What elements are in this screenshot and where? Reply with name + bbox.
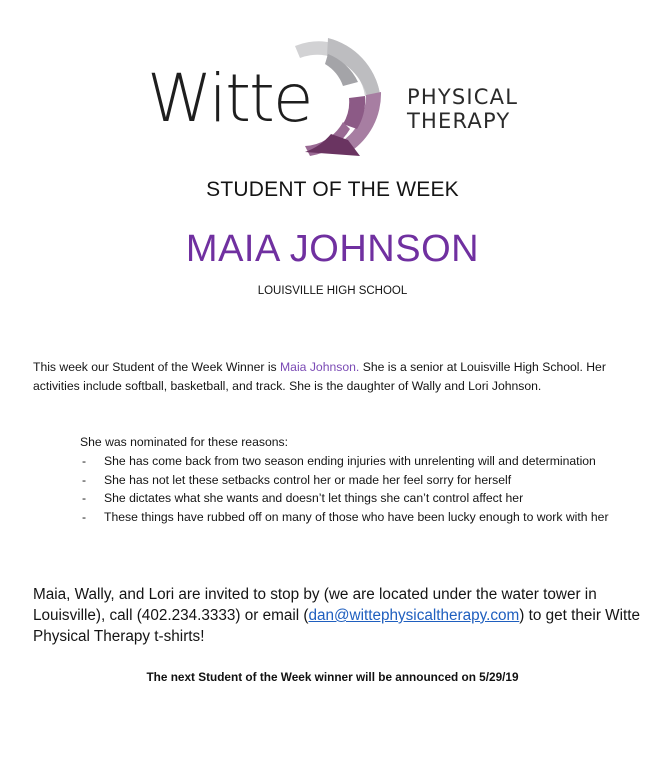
logo-tagline-physical: PHYSICAL xyxy=(407,85,519,109)
school-name: LOUISVILLE HIGH SCHOOL xyxy=(257,285,408,297)
next-winner-announcement: The next Student of the Week winner will be announced on 5/29/19 xyxy=(146,670,519,684)
reason-text: She has come back from two season ending injuries with unrelenting will and determination xyxy=(104,454,596,468)
logo-tagline-therapy: THERAPY xyxy=(407,109,511,133)
student-name: MAIA JOHNSON xyxy=(185,228,480,270)
logo-wordmark: Witte xyxy=(147,60,312,137)
logo-graphic xyxy=(145,34,540,158)
list-item xyxy=(80,471,640,490)
list-item xyxy=(80,452,640,471)
list-item xyxy=(80,489,640,508)
email-link[interactable]: dan@wittephysicaltherapy.com xyxy=(308,607,520,624)
invitation-paragraph xyxy=(33,584,663,647)
bullet-dash: - xyxy=(82,491,87,505)
bullet-dash: - xyxy=(82,472,87,487)
list-item xyxy=(80,508,640,527)
reason-text: She dictates what she wants and doesn’t let things she can’t control affect her xyxy=(104,491,524,505)
invitation-text: Maia, Wally, and Lori are invited to stop by (we are located under the water tower in Louisville), call (402.234.3333) or email ( xyxy=(33,586,597,624)
intro-suffix: She is a senior at Louisville High School. Her activities include softball, basketball, and track. She is the daughter of Wally and Lori Johnson. xyxy=(33,360,606,393)
reason-text: She has not let these setbacks control her or made her feel sorry for herself xyxy=(104,472,512,487)
page-title: STUDENT OF THE WEEK xyxy=(206,178,459,201)
nomination-intro: She was nominated for these reasons: xyxy=(80,435,288,449)
bullet-dash: - xyxy=(82,509,87,524)
bullet-dash: - xyxy=(82,454,87,468)
witte-physical-therapy-logo xyxy=(145,34,540,158)
nomination-reasons-list xyxy=(80,452,640,526)
intro-paragraph xyxy=(33,358,653,396)
intro-student-name: Maia Johnson. xyxy=(280,360,360,374)
reason-text: These things have rubbed off on many of those who have been lucky enough to work with her xyxy=(104,509,609,524)
intro-prefix: This week our Student of the Week Winner is xyxy=(33,360,281,374)
invitation-text-end: ) to get their Witte Physical Therapy t-shirts! xyxy=(33,607,641,645)
